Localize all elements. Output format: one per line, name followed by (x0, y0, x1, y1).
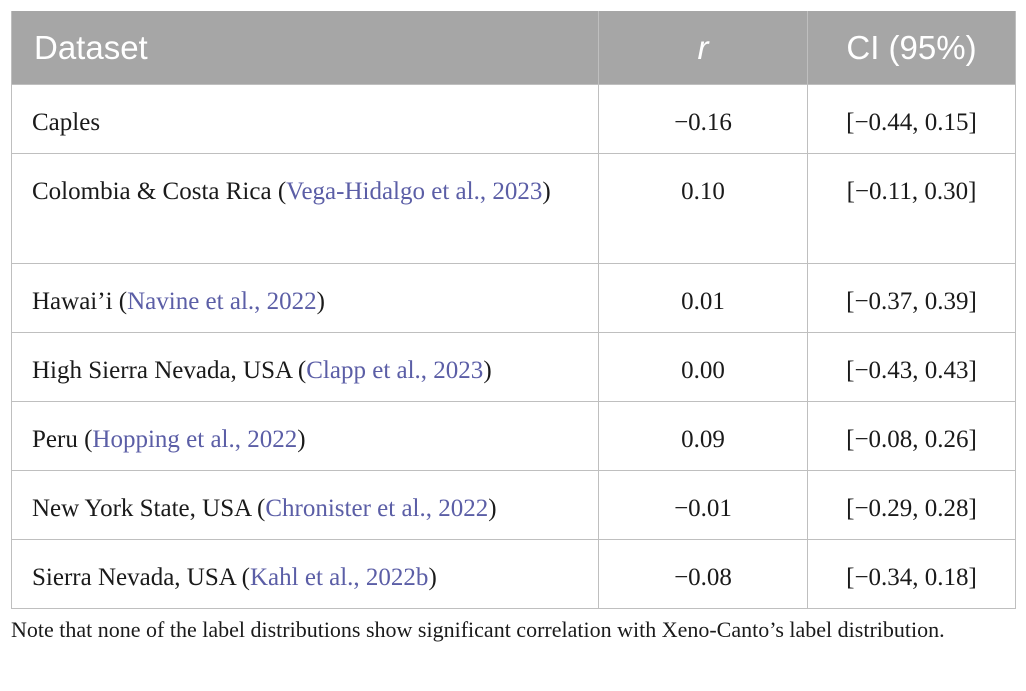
table-row (12, 540, 1016, 609)
ci-value: [−0.29, 0.28] (808, 471, 1016, 540)
citation-link[interactable]: Navine et al., 2022 (127, 288, 317, 315)
dataset-name: High Sierra Nevada, USA (32, 357, 298, 384)
ci-value: [−0.44, 0.15] (808, 85, 1016, 154)
dataset-cell (12, 264, 599, 333)
r-value: −0.01 (599, 471, 808, 540)
dataset-cell (12, 402, 599, 471)
open-paren: ( (277, 178, 287, 205)
table-row (12, 85, 1016, 154)
citation-link[interactable]: Chronister et al., 2022 (265, 495, 489, 522)
correlation-table (11, 11, 1016, 609)
header-r: r (599, 11, 808, 85)
open-paren: ( (297, 357, 307, 384)
r-value: 0.00 (599, 333, 808, 402)
close-paren: ) (316, 288, 325, 315)
citation-link[interactable]: Vega-Hidalgo et al., 2023 (286, 178, 543, 205)
table-row (12, 154, 1016, 264)
table-row (12, 264, 1016, 333)
dataset-name: Caples (32, 109, 101, 136)
table-header-row (12, 11, 1016, 85)
header-dataset: Dataset (12, 11, 599, 85)
r-value: 0.01 (599, 264, 808, 333)
r-value: 0.10 (599, 154, 808, 264)
open-paren: ( (241, 564, 250, 591)
dataset-cell (12, 333, 599, 402)
dataset-cell (12, 154, 599, 264)
dataset-name: New York State, USA (32, 495, 258, 522)
ci-value: [−0.11, 0.30] (808, 154, 1016, 264)
ci-value: [−0.43, 0.43] (808, 333, 1016, 402)
dataset-name: Peru (32, 426, 85, 453)
close-paren: ) (483, 357, 492, 384)
r-value: 0.09 (599, 402, 808, 471)
open-paren: ( (118, 288, 128, 315)
open-paren: ( (84, 426, 93, 453)
dataset-name: Sierra Nevada, USA (32, 564, 242, 591)
close-paren: ) (542, 178, 551, 205)
dataset-cell (12, 85, 599, 154)
close-paren: ) (488, 495, 497, 522)
close-paren: ) (297, 426, 306, 453)
table-row (12, 333, 1016, 402)
table-row (12, 471, 1016, 540)
header-ci: CI (95%) (808, 11, 1016, 85)
close-paren: ) (428, 564, 437, 591)
citation-link[interactable]: Hopping et al., 2022 (92, 426, 298, 453)
dataset-name: Colombia & Costa Rica (32, 178, 278, 205)
dataset-name: Hawai’i (32, 288, 119, 315)
open-paren: ( (257, 495, 266, 522)
r-value: −0.16 (599, 85, 808, 154)
citation-link[interactable]: Kahl et al., 2022b (250, 564, 429, 591)
table-note: Note that none of the label distributions show significant correlation with Xeno-Canto’s label distribution. (11, 617, 945, 642)
r-value: −0.08 (599, 540, 808, 609)
dataset-cell (12, 471, 599, 540)
table-row (12, 402, 1016, 471)
citation-link[interactable]: Clapp et al., 2023 (306, 357, 484, 384)
ci-value: [−0.08, 0.26] (808, 402, 1016, 471)
correlation-table-container (11, 11, 1015, 609)
ci-value: [−0.37, 0.39] (808, 264, 1016, 333)
ci-value: [−0.34, 0.18] (808, 540, 1016, 609)
dataset-cell (12, 540, 599, 609)
